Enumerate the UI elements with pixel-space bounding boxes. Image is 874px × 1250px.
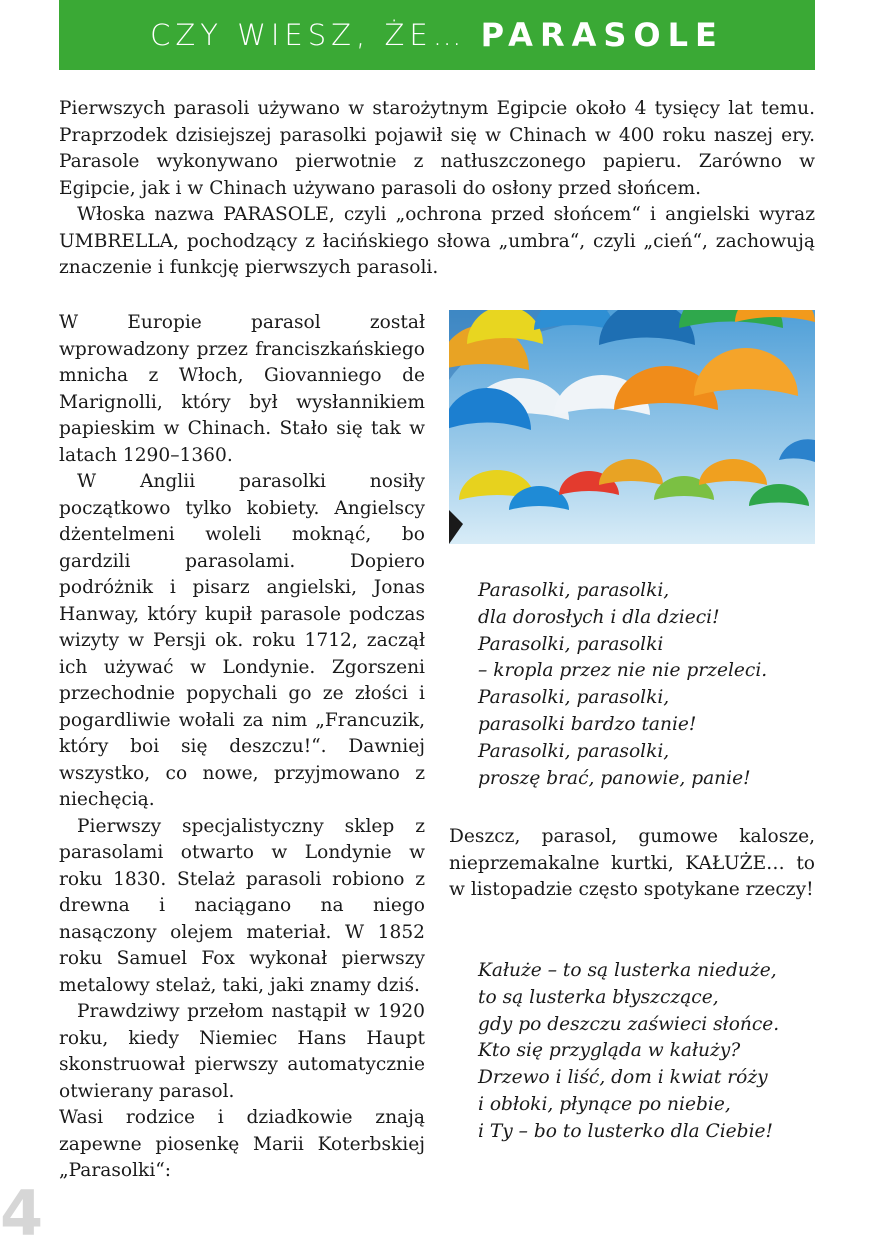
intro-paragraph-1: Pierwszych parasoli używano w starożytnym Egipcie około 4 tysięcy lat temu. Praprzodek dzisiejszej parasolki pojawił się w Chinach w 400 roku naszej ery. Parasole wykonywano pierwotnie z natłuszczonego papieru. Zarówno w Egipcie, jak i w Chinach używano parasoli do osłony przed słońcem. — [59, 98, 815, 199]
left-paragraph-5: Wasi rodzice i dziadkowie znają zapewne piosenkę Marii Koterbskiej „Parasolki“: — [59, 1107, 425, 1181]
page-number: 4 — [0, 1177, 44, 1250]
song-lyrics — [478, 578, 767, 792]
song-line: dla dorosłych i dla dzieci! — [478, 606, 720, 628]
umbrellas-photo — [449, 310, 815, 544]
song-line: Parasolki, parasolki, — [478, 740, 670, 762]
poem-line: Kałuże – to są lusterka nieduże, — [478, 960, 777, 981]
left-paragraph-1: W Europie parasol został wprowadzony przez franciszkańskiego mnicha z Włoch, Giovanniego de Marignolli, który był wysłannikiem papieskim w Chinach. Stało się tak w latach 1290–1360. — [59, 312, 425, 466]
poem-line: gdy po deszczu zaświeci słońce. — [478, 1013, 780, 1035]
song-line: proszę brać, panowie, panie! — [478, 767, 751, 789]
song-line: Parasolki, parasolki, — [478, 580, 670, 601]
song-line: parasolki bardzo tanie! — [478, 713, 697, 735]
left-paragraph-3: Pierwszy specjalistyczny sklep z parasolami otwarto w Londynie w roku 1830. Stelaż parasoli robiono z drewna i naciągano na niego nasączony olejem materiał. W 1852 roku Samuel Fox wykonał pierwszy metalowy stelaż, taki, jaki znamy dziś. — [59, 815, 425, 996]
puddle-poem — [478, 958, 779, 1146]
right-paragraph: Deszcz, parasol, gumowe kalosze, nieprzemakalne kurtki, KAŁUŻE… to w listopadzie często spotykane rzeczy! — [449, 826, 815, 900]
header-lead: CZY WIESZ, ŻE… — [150, 18, 467, 52]
header-title: PARASOLE — [480, 16, 724, 54]
left-paragraph-2: W Anglii parasolki nosiły początkowo tylko kobiety. Angielscy dżentelmeni woleli moknąć, bo gardzili parasolami. Dopiero podróżnik i pisarz angielski, Jonas Hanway, który kupił parasole podczas wizyty w Persji ok. roku 1712, zaczął ich używać w Londynie. Zgorszeni przechodnie popychali go ze złości i pogardliwie wołali za nim „Francuzik, który boi się deszczu!“. Dawniej wszystko, co nowe, przyjmowano z niechęcią. — [59, 471, 425, 810]
poem-line: i Ty – bo to lusterko dla Ciebie! — [478, 1120, 774, 1142]
poem-line: Drzewo i liść, dom i kwiat róży — [478, 1067, 768, 1089]
poem-line: to są lusterka błyszczące, — [478, 986, 719, 1008]
left-column — [59, 310, 425, 1185]
poem-line: i obłoki, płynące po niebie, — [478, 1093, 731, 1115]
intro-paragraph-2: Włoska nazwa PARASOLE, czyli „ochrona przed słońcem“ i angielski wyraz UMBRELLA, pochodzący z łacińskiego słowa „umbra“, czyli „cień“, zachowują znaczenie i funkcję pierwszych parasoli. — [59, 204, 815, 278]
right-paragraph-block — [449, 824, 815, 904]
song-line: Parasolki, parasolki, — [478, 687, 670, 709]
left-paragraph-4: Prawdziwy przełom nastąpił w 1920 roku, kiedy Niemiec Hans Haupt skonstruował pierwszy automatycznie otwierany parasol. — [59, 1001, 425, 1102]
song-line: – kropla przez nie nie przeleci. — [478, 660, 768, 682]
poem-line: Kto się przygląda w kałuży? — [478, 1040, 741, 1062]
intro-text — [59, 96, 815, 282]
header-banner — [59, 0, 815, 70]
song-line: Parasolki, parasolki — [478, 633, 664, 655]
